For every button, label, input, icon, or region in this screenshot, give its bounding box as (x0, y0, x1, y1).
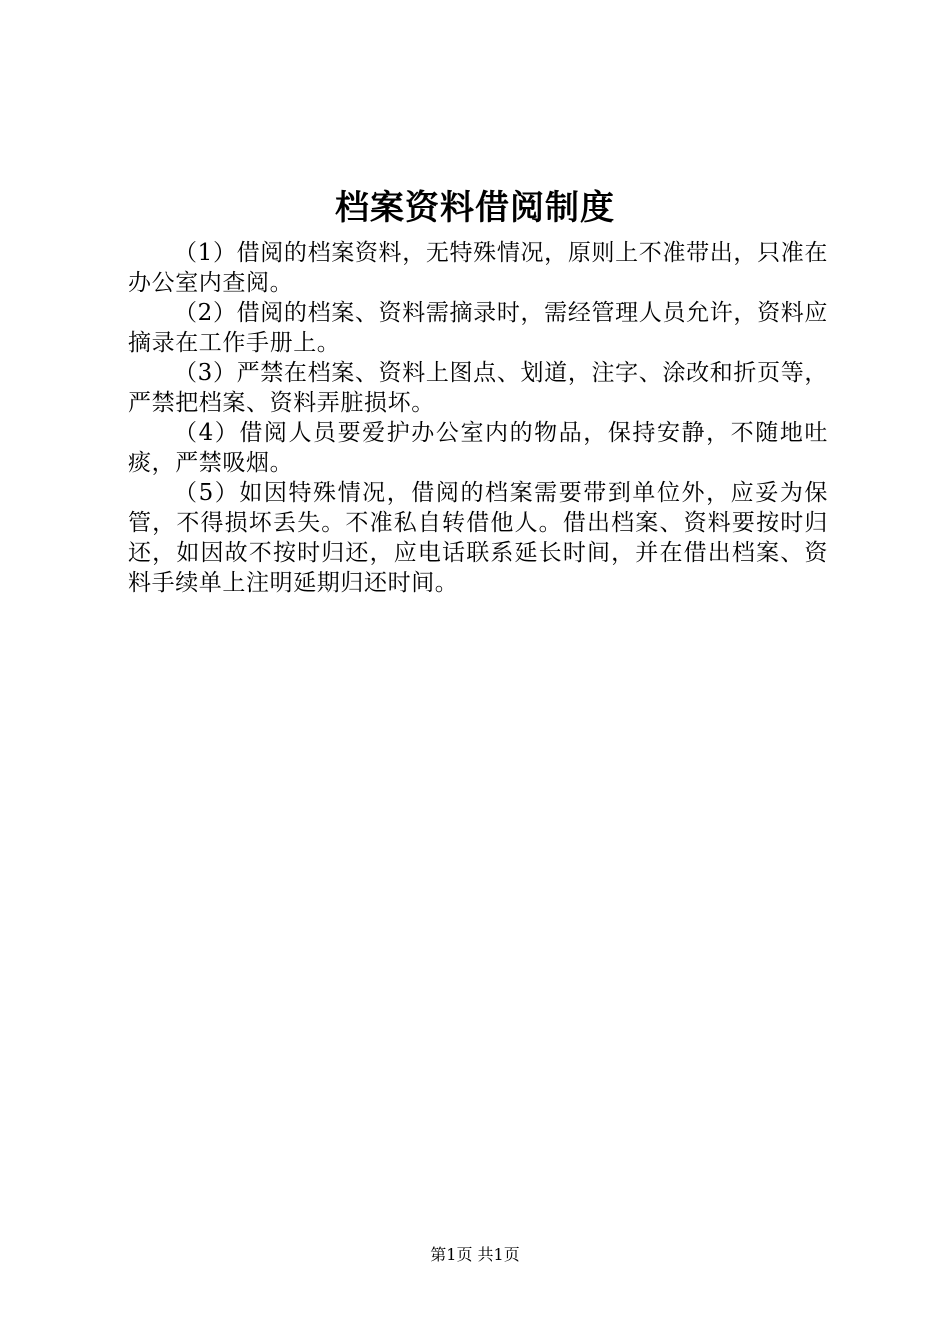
rule-paragraph-1: （1）借阅的档案资料，无特殊情况，原则上不准带出，只准在办公室内查阅。 (128, 240, 828, 296)
rule-paragraph-4: （4）借阅人员要爱护办公室内的物品，保持安静，不随地吐痰，严禁吸烟。 (128, 420, 828, 476)
rule-paragraph-5: （5）如因特殊情况，借阅的档案需要带到单位外，应妥为保管，不得损坏丢失。不准私自转借他人。借出档案、资料要按时归还，如因故不按时归还，应电话联系延长时间，并在借出档案、资料手续单上注明延期归还时间。 (128, 480, 828, 596)
page-footer: 第1页 共1页 (430, 1245, 520, 1264)
document-body (128, 238, 828, 598)
document-title: 档案资料借阅制度 (335, 188, 615, 228)
rule-paragraph-2: （2）借阅的档案、资料需摘录时，需经管理人员允许，资料应摘录在工作手册上。 (128, 300, 828, 356)
rule-paragraph-3: （3）严禁在档案、资料上图点、划道，注字、涂改和折页等，严禁把档案、资料弄脏损坏。 (128, 360, 828, 416)
